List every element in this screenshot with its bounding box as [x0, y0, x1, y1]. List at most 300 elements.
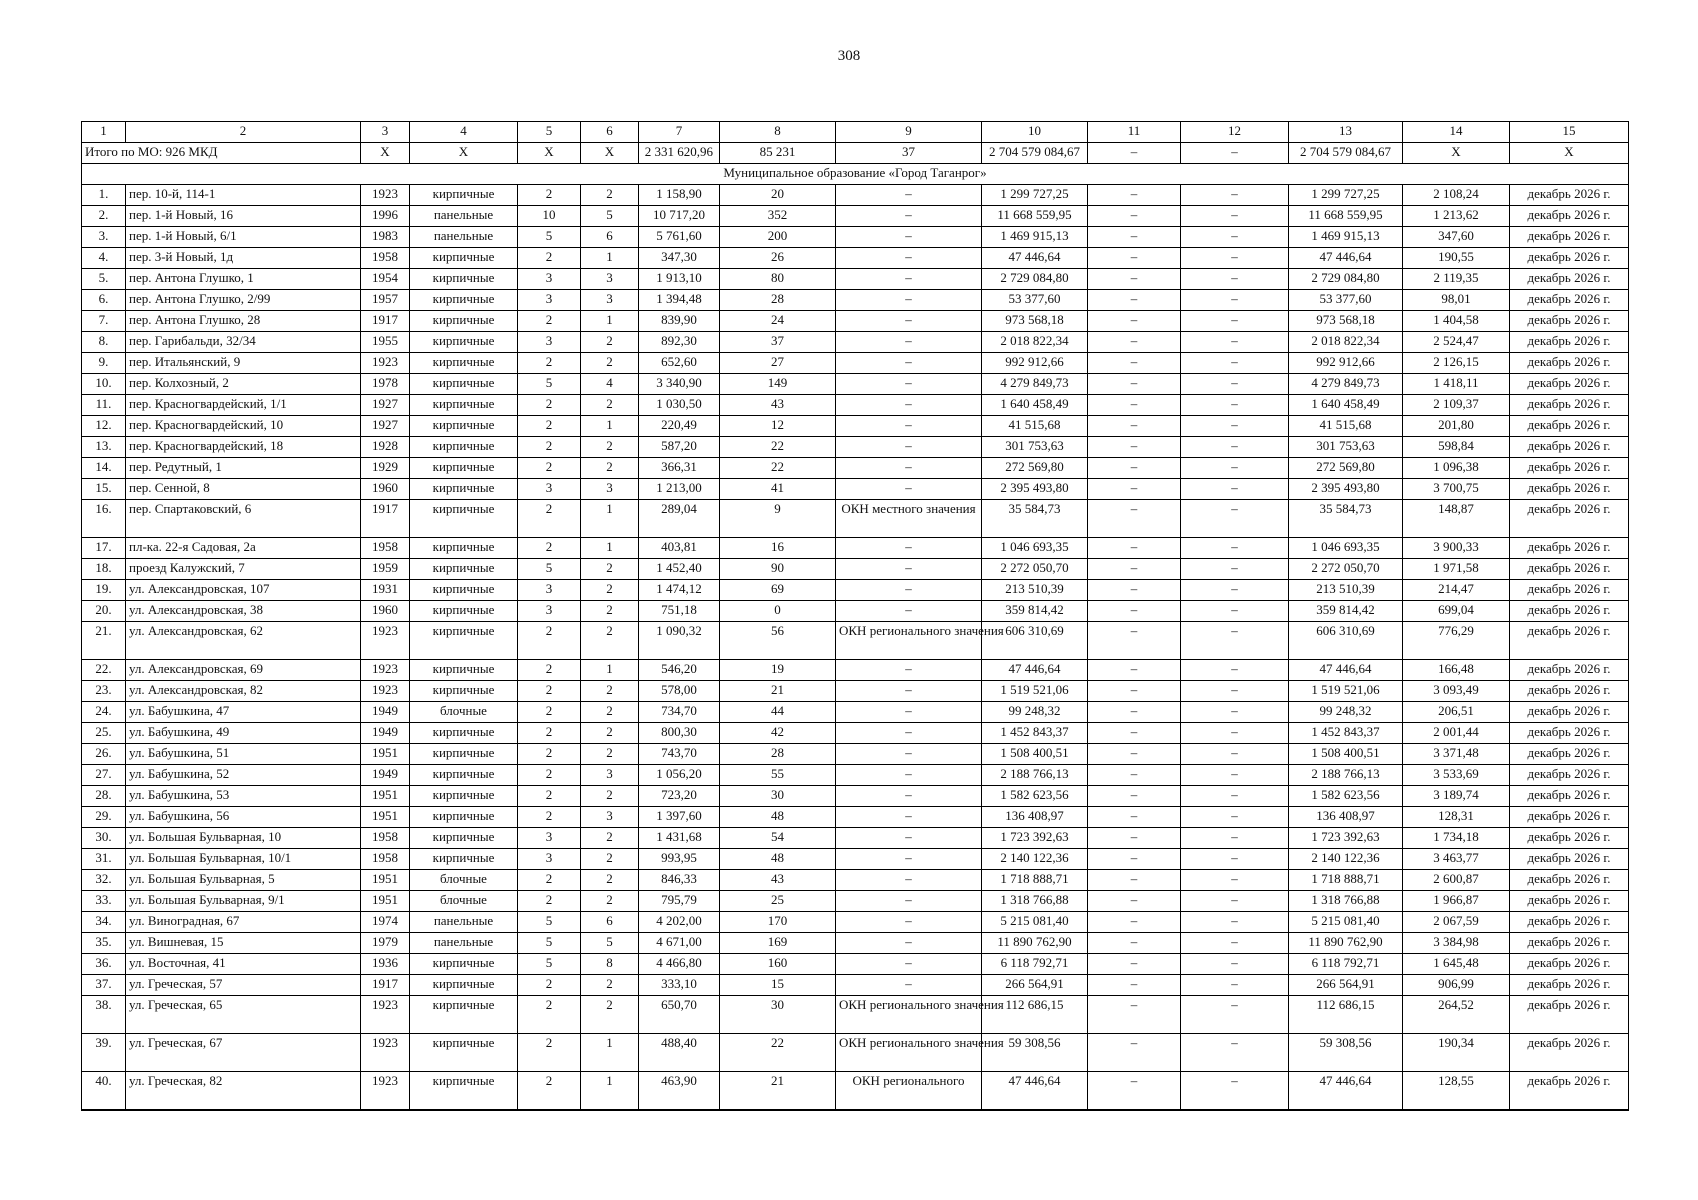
table-cell: блочные: [410, 891, 518, 912]
table-cell: пер. Антона Глушко, 1: [126, 269, 361, 290]
table-cell: блочные: [410, 702, 518, 723]
table-cell: 47 446,64: [982, 248, 1088, 269]
total-cell: 2 331 620,96: [639, 143, 720, 164]
table-cell: 751,18: [639, 601, 720, 622]
table-cell: 43: [720, 870, 836, 891]
table-row: [82, 479, 1629, 500]
table-cell: 47 446,64: [982, 1072, 1088, 1111]
table-cell: декабрь 2026 г.: [1510, 912, 1629, 933]
table-cell: 1983: [361, 227, 410, 248]
table-cell: 20.: [82, 601, 126, 622]
table-cell: 3: [581, 807, 639, 828]
table-cell: 333,10: [639, 975, 720, 996]
table-cell: 59 308,56: [1289, 1034, 1403, 1072]
table-cell: декабрь 2026 г.: [1510, 248, 1629, 269]
table-cell: 1917: [361, 975, 410, 996]
table-cell: 1 046 693,35: [1289, 538, 1403, 559]
table-cell: 892,30: [639, 332, 720, 353]
table-cell: 1 645,48: [1403, 954, 1510, 975]
total-cell: Х: [518, 143, 581, 164]
table-row: [82, 500, 1629, 538]
table-cell: 30: [720, 786, 836, 807]
total-cell: 2 704 579 084,67: [1289, 143, 1403, 164]
table-cell: ОКН местного значения: [836, 500, 982, 538]
table-cell: 2: [518, 311, 581, 332]
table-cell: 776,29: [1403, 622, 1510, 660]
table-cell: 0: [720, 601, 836, 622]
table-cell: 266 564,91: [1289, 975, 1403, 996]
table-cell: кирпичные: [410, 1034, 518, 1072]
total-cell: Х: [581, 143, 639, 164]
table-cell: 80: [720, 269, 836, 290]
column-number-cell: 14: [1403, 122, 1510, 143]
table-cell: –: [1181, 248, 1289, 269]
table-cell: кирпичные: [410, 353, 518, 374]
table-cell: пер. 10-й, 114-1: [126, 185, 361, 206]
table-cell: ул. Большая Бульварная, 10: [126, 828, 361, 849]
column-number-cell: 15: [1510, 122, 1629, 143]
column-number-cell: 6: [581, 122, 639, 143]
section-title: Муниципальное образование «Город Таганрог»: [82, 164, 1629, 185]
table-cell: ул. Бабушкина, 51: [126, 744, 361, 765]
table-cell: 4 466,80: [639, 954, 720, 975]
table-cell: пл-ка. 22-я Садовая, 2а: [126, 538, 361, 559]
table-cell: 366,31: [639, 458, 720, 479]
table-cell: 3 700,75: [1403, 479, 1510, 500]
table-cell: 2 188 766,13: [1289, 765, 1403, 786]
table-cell: ОКН регионального: [836, 1072, 982, 1111]
table-cell: 22: [720, 437, 836, 458]
table-cell: 1954: [361, 269, 410, 290]
table-cell: 2: [581, 395, 639, 416]
table-cell: 24: [720, 311, 836, 332]
table-cell: –: [836, 458, 982, 479]
table-cell: –: [1088, 290, 1181, 311]
table-cell: 2: [581, 601, 639, 622]
table-row: [82, 185, 1629, 206]
table-cell: –: [836, 870, 982, 891]
table-cell: 200: [720, 227, 836, 248]
table-cell: –: [836, 248, 982, 269]
table-cell: ул. Большая Бульварная, 10/1: [126, 849, 361, 870]
table-cell: 2: [581, 353, 639, 374]
table-cell: –: [1181, 870, 1289, 891]
table-cell: 16.: [82, 500, 126, 538]
table-cell: 69: [720, 580, 836, 601]
table-cell: 546,20: [639, 660, 720, 681]
table-cell: 8: [581, 954, 639, 975]
table-cell: 743,70: [639, 744, 720, 765]
table-cell: 1929: [361, 458, 410, 479]
table-row: [82, 870, 1629, 891]
table-cell: декабрь 2026 г.: [1510, 723, 1629, 744]
table-cell: кирпичные: [410, 975, 518, 996]
table-cell: 2: [518, 1034, 581, 1072]
table-cell: 2: [581, 723, 639, 744]
table-cell: –: [836, 765, 982, 786]
table-cell: ул. Большая Бульварная, 9/1: [126, 891, 361, 912]
table-cell: 1959: [361, 559, 410, 580]
table-cell: декабрь 2026 г.: [1510, 660, 1629, 681]
table-cell: панельные: [410, 933, 518, 954]
table-cell: ул. Греческая, 67: [126, 1034, 361, 1072]
column-number-cell: 10: [982, 122, 1088, 143]
table-cell: декабрь 2026 г.: [1510, 580, 1629, 601]
table-cell: –: [836, 311, 982, 332]
table-cell: 1978: [361, 374, 410, 395]
table-cell: 9: [720, 500, 836, 538]
table-cell: –: [1088, 723, 1181, 744]
table-cell: 38.: [82, 996, 126, 1034]
table-cell: –: [1088, 891, 1181, 912]
table-cell: 2: [518, 975, 581, 996]
table-cell: 4 279 849,73: [982, 374, 1088, 395]
table-cell: –: [836, 723, 982, 744]
table-cell: 264,52: [1403, 996, 1510, 1034]
table-row: [82, 1072, 1629, 1111]
table-cell: –: [836, 660, 982, 681]
table-cell: кирпичные: [410, 849, 518, 870]
table-cell: пер. Редутный, 1: [126, 458, 361, 479]
table-cell: 25.: [82, 723, 126, 744]
table-cell: декабрь 2026 г.: [1510, 622, 1629, 660]
table-cell: –: [1181, 702, 1289, 723]
table-cell: 7.: [82, 311, 126, 332]
table-cell: 5: [518, 374, 581, 395]
table-cell: 37.: [82, 975, 126, 996]
table-cell: 213 510,39: [1289, 580, 1403, 601]
table-cell: –: [836, 933, 982, 954]
table-cell: 2: [518, 248, 581, 269]
table-cell: пер. Спартаковский, 6: [126, 500, 361, 538]
table-cell: 5.: [82, 269, 126, 290]
table-cell: 15.: [82, 479, 126, 500]
table-cell: –: [1181, 332, 1289, 353]
table-cell: –: [836, 849, 982, 870]
table-cell: 99 248,32: [1289, 702, 1403, 723]
table-cell: 1928: [361, 437, 410, 458]
table-cell: –: [1181, 744, 1289, 765]
table-cell: –: [836, 353, 982, 374]
table-cell: ул. Бабушкина, 47: [126, 702, 361, 723]
table-row: [82, 996, 1629, 1034]
table-cell: 10.: [82, 374, 126, 395]
table-cell: 2: [518, 702, 581, 723]
table-cell: 800,30: [639, 723, 720, 744]
table-cell: 44: [720, 702, 836, 723]
table-cell: 11 668 559,95: [982, 206, 1088, 227]
table-cell: 12: [720, 416, 836, 437]
table-row: [82, 702, 1629, 723]
table-row: [82, 975, 1629, 996]
table-cell: 1 394,48: [639, 290, 720, 311]
table-cell: –: [1088, 538, 1181, 559]
table-cell: ул. Александровская, 107: [126, 580, 361, 601]
table-cell: 26: [720, 248, 836, 269]
table-cell: 2: [518, 353, 581, 374]
table-cell: –: [836, 290, 982, 311]
table-cell: 10: [518, 206, 581, 227]
table-cell: 2 729 084,80: [982, 269, 1088, 290]
table-cell: декабрь 2026 г.: [1510, 891, 1629, 912]
table-cell: 11.: [82, 395, 126, 416]
table-cell: 3: [518, 269, 581, 290]
table-cell: декабрь 2026 г.: [1510, 479, 1629, 500]
table-cell: 2: [581, 580, 639, 601]
table-cell: –: [836, 538, 982, 559]
table-cell: –: [836, 828, 982, 849]
table-row: [82, 437, 1629, 458]
table-cell: пер. 1-й Новый, 6/1: [126, 227, 361, 248]
table-cell: 2: [518, 807, 581, 828]
table-cell: кирпичные: [410, 416, 518, 437]
table-cell: 2 119,35: [1403, 269, 1510, 290]
table-cell: –: [836, 975, 982, 996]
table-cell: 2 001,44: [1403, 723, 1510, 744]
table-cell: 13.: [82, 437, 126, 458]
column-number-cell: 11: [1088, 122, 1181, 143]
table-row: [82, 723, 1629, 744]
table-cell: 846,33: [639, 870, 720, 891]
table-cell: 1949: [361, 702, 410, 723]
total-cell: –: [1181, 143, 1289, 164]
table-cell: 598,84: [1403, 437, 1510, 458]
table-cell: 3: [581, 765, 639, 786]
table-cell: 1923: [361, 681, 410, 702]
table-cell: 3: [518, 479, 581, 500]
table-cell: 26.: [82, 744, 126, 765]
table-cell: 301 753,63: [982, 437, 1088, 458]
table-cell: 19: [720, 660, 836, 681]
table-cell: ул. Бабушкина, 53: [126, 786, 361, 807]
column-number-row: [82, 122, 1629, 143]
table-cell: 220,49: [639, 416, 720, 437]
table-cell: 3 340,90: [639, 374, 720, 395]
table-cell: 2: [581, 891, 639, 912]
table-cell: 1 582 623,56: [1289, 786, 1403, 807]
table-cell: 3: [518, 601, 581, 622]
table-cell: 27.: [82, 765, 126, 786]
table-cell: кирпичные: [410, 395, 518, 416]
table-cell: кирпичные: [410, 580, 518, 601]
table-cell: –: [1181, 660, 1289, 681]
table-cell: 699,04: [1403, 601, 1510, 622]
table-cell: 1 158,90: [639, 185, 720, 206]
table-cell: 272 569,80: [1289, 458, 1403, 479]
table-cell: 272 569,80: [982, 458, 1088, 479]
table-cell: –: [1088, 622, 1181, 660]
table-cell: 2: [518, 660, 581, 681]
table-cell: –: [1088, 765, 1181, 786]
table-cell: 1 640 458,49: [982, 395, 1088, 416]
table-cell: –: [1181, 1034, 1289, 1072]
table-cell: –: [1088, 786, 1181, 807]
table-cell: 2: [581, 185, 639, 206]
table-cell: –: [1181, 807, 1289, 828]
table-cell: 112 686,15: [1289, 996, 1403, 1034]
table-cell: ул. Александровская, 82: [126, 681, 361, 702]
table-cell: 347,60: [1403, 227, 1510, 248]
table-cell: 1960: [361, 479, 410, 500]
table-cell: 1 734,18: [1403, 828, 1510, 849]
table-cell: 2 395 493,80: [1289, 479, 1403, 500]
table-cell: 41 515,68: [982, 416, 1088, 437]
table-cell: –: [1181, 374, 1289, 395]
table-cell: –: [1088, 395, 1181, 416]
table-cell: 1949: [361, 723, 410, 744]
table-row: [82, 458, 1629, 479]
table-cell: 1923: [361, 353, 410, 374]
table-cell: 1 056,20: [639, 765, 720, 786]
table-cell: –: [1181, 933, 1289, 954]
table-cell: 992 912,66: [982, 353, 1088, 374]
table-cell: –: [1181, 849, 1289, 870]
table-row: [82, 332, 1629, 353]
table-row: [82, 395, 1629, 416]
table-cell: –: [1181, 954, 1289, 975]
table-cell: 2: [581, 849, 639, 870]
table-cell: –: [1088, 559, 1181, 580]
table-cell: 22.: [82, 660, 126, 681]
table-cell: ОКН регионального значения: [836, 996, 982, 1034]
table-cell: 166,48: [1403, 660, 1510, 681]
table-cell: ул. Бабушкина, 52: [126, 765, 361, 786]
table-cell: 47 446,64: [982, 660, 1088, 681]
table-row: [82, 227, 1629, 248]
table-cell: 47 446,64: [1289, 248, 1403, 269]
table-cell: 1 913,10: [639, 269, 720, 290]
table-cell: –: [1181, 185, 1289, 206]
table-cell: 8.: [82, 332, 126, 353]
table-cell: 906,99: [1403, 975, 1510, 996]
table-body: [82, 122, 1629, 1111]
total-cell: 2 704 579 084,67: [982, 143, 1088, 164]
table-cell: 1 090,32: [639, 622, 720, 660]
table-cell: 2: [518, 786, 581, 807]
table-cell: –: [836, 416, 982, 437]
table-cell: 2: [581, 786, 639, 807]
table-cell: –: [1181, 580, 1289, 601]
table-cell: –: [1088, 975, 1181, 996]
table-cell: 723,20: [639, 786, 720, 807]
table-cell: –: [1181, 290, 1289, 311]
table-cell: –: [1088, 479, 1181, 500]
table-cell: 1: [581, 248, 639, 269]
table-cell: –: [1181, 681, 1289, 702]
table-cell: 12.: [82, 416, 126, 437]
table-cell: 2: [581, 458, 639, 479]
table-cell: декабрь 2026 г.: [1510, 185, 1629, 206]
table-cell: 2 729 084,80: [1289, 269, 1403, 290]
table-cell: пер. Колхозный, 2: [126, 374, 361, 395]
table-cell: 1 431,68: [639, 828, 720, 849]
table-cell: 6: [581, 227, 639, 248]
column-number-cell: 8: [720, 122, 836, 143]
table-cell: –: [1088, 996, 1181, 1034]
table-cell: 6: [581, 912, 639, 933]
table-cell: 2: [518, 996, 581, 1034]
table-cell: проезд Калужский, 7: [126, 559, 361, 580]
table-cell: декабрь 2026 г.: [1510, 374, 1629, 395]
table-cell: кирпичные: [410, 185, 518, 206]
table-cell: 2: [518, 870, 581, 891]
table-cell: декабрь 2026 г.: [1510, 702, 1629, 723]
table-cell: –: [1181, 975, 1289, 996]
section-header-row: [82, 164, 1629, 185]
table-cell: 2: [518, 416, 581, 437]
table-cell: 1996: [361, 206, 410, 227]
total-cell: Итого по МО: 926 МКД: [82, 143, 361, 164]
table-cell: 1: [581, 311, 639, 332]
table-cell: 2 272 050,70: [982, 559, 1088, 580]
table-cell: 1 418,11: [1403, 374, 1510, 395]
table-cell: 578,00: [639, 681, 720, 702]
table-cell: 53 377,60: [1289, 290, 1403, 311]
table-cell: 34.: [82, 912, 126, 933]
table-cell: декабрь 2026 г.: [1510, 311, 1629, 332]
table-cell: кирпичные: [410, 786, 518, 807]
table-cell: 650,70: [639, 996, 720, 1034]
table-cell: 48: [720, 807, 836, 828]
table-cell: 1: [581, 1034, 639, 1072]
table-cell: кирпичные: [410, 828, 518, 849]
table-cell: 1 723 392,63: [1289, 828, 1403, 849]
table-cell: кирпичные: [410, 559, 518, 580]
table-cell: 201,80: [1403, 416, 1510, 437]
table-cell: 2: [518, 744, 581, 765]
table-cell: 43: [720, 395, 836, 416]
table-cell: 587,20: [639, 437, 720, 458]
table-cell: 27: [720, 353, 836, 374]
table-cell: 3 533,69: [1403, 765, 1510, 786]
table-cell: –: [1088, 744, 1181, 765]
table-cell: 2: [581, 559, 639, 580]
table-cell: 5: [518, 954, 581, 975]
table-cell: –: [1181, 786, 1289, 807]
table-cell: –: [1181, 269, 1289, 290]
table-cell: 21: [720, 1072, 836, 1111]
table-cell: 99 248,32: [982, 702, 1088, 723]
table-cell: 5: [581, 206, 639, 227]
table-cell: 359 814,42: [982, 601, 1088, 622]
column-number-cell: 3: [361, 122, 410, 143]
table-row: [82, 559, 1629, 580]
table-cell: 16: [720, 538, 836, 559]
table-cell: 30.: [82, 828, 126, 849]
table-cell: 90: [720, 559, 836, 580]
table-cell: декабрь 2026 г.: [1510, 332, 1629, 353]
table-cell: 6 118 792,71: [1289, 954, 1403, 975]
table-row: [82, 849, 1629, 870]
table-cell: ул. Бабушкина, 56: [126, 807, 361, 828]
table-cell: 3: [581, 479, 639, 500]
table-cell: 1979: [361, 933, 410, 954]
table-cell: 1 519 521,06: [1289, 681, 1403, 702]
table-cell: –: [1181, 912, 1289, 933]
table-cell: декабрь 2026 г.: [1510, 500, 1629, 538]
table-cell: 359 814,42: [1289, 601, 1403, 622]
total-cell: Х: [361, 143, 410, 164]
table-cell: 28.: [82, 786, 126, 807]
table-cell: 1 213,00: [639, 479, 720, 500]
table-cell: декабрь 2026 г.: [1510, 269, 1629, 290]
table-cell: –: [1181, 395, 1289, 416]
table-cell: –: [1088, 332, 1181, 353]
column-number-cell: 2: [126, 122, 361, 143]
table-cell: –: [1088, 311, 1181, 332]
table-cell: –: [1181, 891, 1289, 912]
table-cell: 1 971,58: [1403, 559, 1510, 580]
